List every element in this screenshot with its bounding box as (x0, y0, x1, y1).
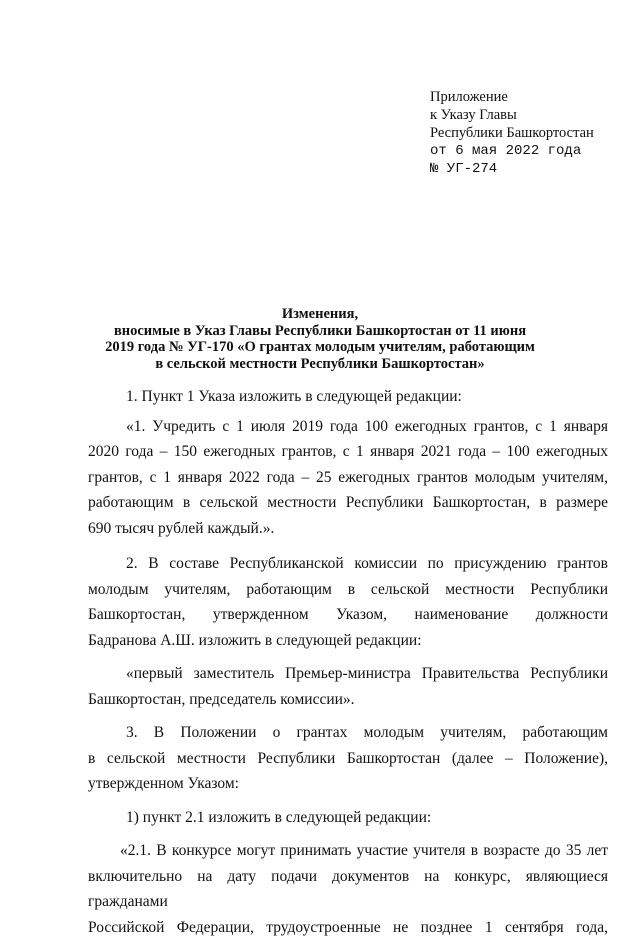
paragraph-6 (88, 805, 608, 831)
paragraph-line: 2020 года – 150 ежегодных грантов, с 1 января 2021 года – 100 ежегодных (88, 439, 608, 465)
paragraph-4 (88, 661, 608, 712)
paragraph-7 (88, 838, 608, 940)
appendix-line: к Указу Главы (430, 106, 594, 124)
paragraph-line: работающим в сельской местности Республики Башкортостан, в размере (88, 490, 608, 516)
title-line: Изменения, (60, 306, 580, 323)
paragraph-line: «1. Учредить с 1 июля 2019 года 100 ежегодных грантов, с 1 января (88, 414, 608, 440)
appendix-line: Республики Башкортостан (430, 124, 594, 142)
paragraph-line: в сельской местности Республики Башкортостан (далее – Положение), (88, 746, 608, 772)
paragraph-5 (88, 720, 608, 797)
paragraph-3 (88, 551, 608, 653)
paragraph-line: молодым учителям, работающим в сельской местности Республики (88, 577, 608, 603)
paragraph-line: «2.1. В конкурсе могут принимать участие учителя в возрасте до 35 лет (88, 838, 608, 864)
paragraph-line: грантов, с 1 января 2022 года – 25 ежегодных грантов молодым учителям, (88, 465, 608, 491)
paragraph-line: 3. В Положении о грантах молодым учителям, работающим (88, 720, 608, 746)
paragraph-2 (88, 414, 608, 542)
appendix-number: № УГ-274 (430, 160, 594, 178)
appendix-line: Приложение (430, 88, 594, 106)
paragraph-line: 1. Пункт 1 Указа изложить в следующей редакции: (88, 384, 608, 410)
paragraph-line: утвержденном Указом: (88, 771, 608, 797)
paragraph-line: 690 тысяч рублей каждый.». (88, 516, 608, 542)
paragraph-1 (88, 384, 608, 410)
appendix-block (430, 88, 594, 178)
title-line: вносимые в Указ Главы Республики Башкортостан от 11 июня (60, 323, 580, 340)
paragraph-line: 2. В составе Республиканской комиссии по присуждению грантов (88, 551, 608, 577)
paragraph-line: 1) пункт 2.1 изложить в следующей редакции: (88, 805, 608, 831)
document-body (88, 384, 608, 940)
appendix-date: от 6 мая 2022 года (430, 142, 594, 160)
paragraph-line: Башкортостан, председатель комиссии». (88, 687, 608, 713)
paragraph-line: включительно на дату подачи документов на конкурс, являющиеся гражданами (88, 864, 608, 915)
title-line: в сельской местности Республики Башкортостан» (60, 356, 580, 373)
title-line: 2019 года № УГ-170 «О грантах молодым учителям, работающим (60, 339, 580, 356)
paragraph-line: Российской Федерации, трудоустроенные не позднее 1 сентября года, (88, 915, 608, 940)
paragraph-line: Башкортостан, утвержденном Указом, наименование должности (88, 602, 608, 628)
document-title (60, 306, 580, 372)
paragraph-line: Бадранова А.Ш. изложить в следующей редакции: (88, 628, 608, 654)
paragraph-line: «первый заместитель Премьер-министра Правительства Республики (88, 661, 608, 687)
